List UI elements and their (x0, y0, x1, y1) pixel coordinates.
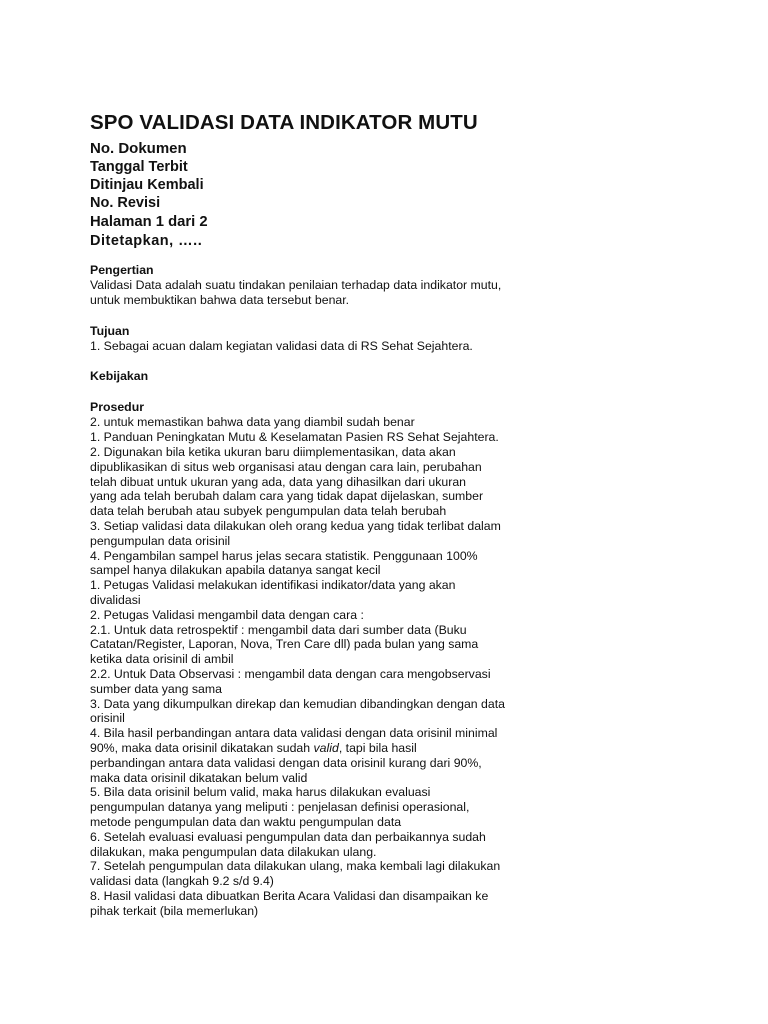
meta-tanggal-terbit: Tanggal Terbit (90, 159, 188, 175)
meta-halaman: Halaman 1 dari 2 (90, 214, 208, 230)
procedure-line: dipublikasikan di situs web organisasi atau dengan cara lain, perubahan (90, 459, 482, 474)
procedure-line: 2.2. Untuk Data Observasi : mengambil data dengan cara mengobservasi (90, 666, 491, 681)
procedure-line: pengumpulan data orisinil (90, 533, 231, 548)
procedure-line: telah dibuat untuk ukuran yang ada, data yang dihasilkan dari ukuran (90, 474, 467, 489)
procedure-line: 3. Setiap validasi data dilakukan oleh orang kedua yang tidak terlibat dalam (90, 518, 501, 533)
meta-no-revisi: No. Revisi (90, 195, 161, 211)
procedure-line: 7. Setelah pengumpulan data dilakukan ulang, maka kembali lagi dilakukan (90, 859, 501, 874)
text-line: 1. Sebagai acuan dalam kegiatan validasi data di RS Sehat Sejahtera. (90, 338, 473, 353)
procedure-line: divalidasi (90, 592, 141, 607)
procedure-line: pengumpulan datanya yang meliputi : penjelasan definisi operasional, (90, 800, 470, 815)
procedure-line: validasi data (langkah 9.2 s/d 9.4) (90, 874, 274, 889)
section-heading-tujuan: Tujuan (90, 323, 130, 338)
procedure-line: Catatan/Register, Laporan, Nova, Tren Care dll) pada bulan yang sama (90, 637, 479, 652)
section-heading-prosedur: Prosedur (90, 400, 144, 415)
procedure-line: pihak terkait (bila memerlukan) (90, 903, 259, 918)
section-prosedur-text (90, 415, 530, 918)
text-line: untuk membuktikan bahwa data tersebut benar. (90, 292, 350, 307)
procedure-line: 2.1. Untuk data retrospektif : mengambil data dari sumber data (Buku (90, 622, 467, 637)
procedure-line: 5. Bila data orisinil belum valid, maka harus dilakukan evaluasi (90, 785, 431, 800)
section-tujuan-text (90, 339, 530, 354)
document-body (90, 110, 530, 918)
procedure-line: yang ada telah berubah dalam cara yang tidak dapat dijelaskan, sumber (90, 489, 484, 504)
meta-no-dokumen: No. Dokumen (90, 140, 187, 157)
meta-ditetapkan: Ditetapkan, ….. (90, 233, 203, 249)
procedure-line: 90%, maka data orisinil dikatakan sudah valid, tapi bila hasil (90, 740, 417, 755)
procedure-line: sampel hanya dilakukan apabila datanya sangat kecil (90, 563, 381, 578)
procedure-line: 4. Bila hasil perbandingan antara data validasi dengan data orisinil minimal (90, 726, 498, 741)
procedure-line: dilakukan, maka pengumpulan data dilakukan ulang. (90, 844, 377, 859)
procedure-line: 1. Panduan Peningkatan Mutu & Keselamatan Pasien RS Sehat Sejahtera. (90, 430, 499, 445)
section-heading-kebijakan: Kebijakan (90, 369, 149, 384)
procedure-line: orisinil (90, 711, 125, 726)
procedure-line: sumber data yang sama (90, 681, 222, 696)
procedure-line: 2. Petugas Validasi mengambil data dengan cara : (90, 607, 364, 622)
procedure-line: 4. Pengambilan sampel harus jelas secara statistik. Penggunaan 100% (90, 548, 478, 563)
document-title: SPO VALIDASI DATA INDIKATOR MUTU (90, 111, 478, 134)
procedure-line: data telah berubah atau subyek pengumpulan data telah berubah (90, 504, 447, 519)
procedure-line: ketika data orisinil di ambil (90, 652, 234, 667)
section-heading-pengertian: Pengertian (90, 263, 154, 277)
section-pengertian-text (90, 278, 530, 308)
procedure-line: maka data orisinil dikatakan belum valid (90, 770, 308, 785)
meta-ditinjau-kembali: Ditinjau Kembali (90, 177, 204, 193)
procedure-line: metode pengumpulan data dan waktu pengumpulan data (90, 814, 402, 829)
procedure-line: 2. untuk memastikan bahwa data yang diambil sudah benar (90, 415, 415, 430)
procedure-line: perbandingan antara data validasi dengan data orisinil kurang dari 90%, (90, 755, 482, 770)
procedure-line: 1. Petugas Validasi melakukan identifikasi indikator/data yang akan (90, 578, 456, 593)
procedure-line: 6. Setelah evaluasi evaluasi pengumpulan data dan perbaikannya sudah (90, 829, 486, 844)
text-line: Validasi Data adalah suatu tindakan penilaian terhadap data indikator mutu, (90, 278, 502, 292)
procedure-line: 3. Data yang dikumpulkan direkap dan kemudian dibandingkan dengan data (90, 696, 505, 711)
procedure-line: 2. Digunakan bila ketika ukuran baru diimplementasikan, data akan (90, 444, 456, 459)
procedure-line: 8. Hasil validasi data dibuatkan Berita Acara Validasi dan disampaikan ke (90, 888, 489, 903)
